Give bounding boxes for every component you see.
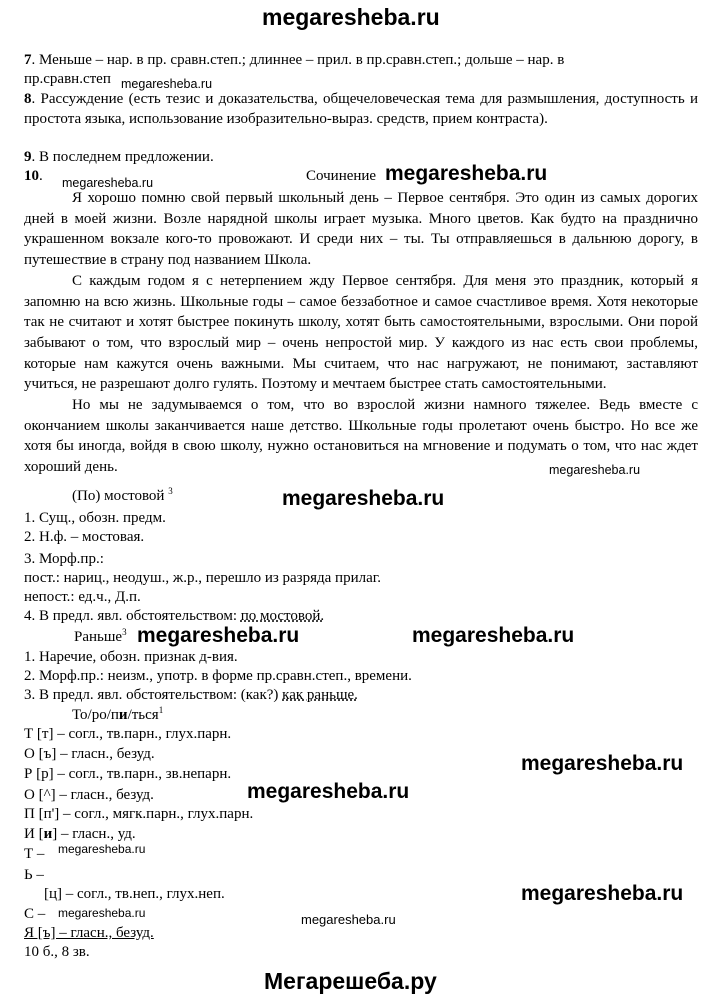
- morph-1-line-5: непост.: ед.ч., Д.п.: [24, 589, 141, 605]
- essay-paragraph-3: Но мы не задумываемся о том, что во взрослой жизни намного тяжелее. Ведь вместе с окончанием школы заканчивается наше детство. Школьные годы пролетают очень быстро. Но все же хотя бы иногда, войдя в свою школу, нужно остановиться на мгновение и подумать о том, что нас ждет хороший день.: [24, 397, 698, 476]
- phonetic-line-11: Я [ъ] – гласн., безуд.: [24, 925, 154, 941]
- phonetic-line-7: Т –: [24, 846, 45, 862]
- watermark-essay: megaresheba.ru: [385, 162, 548, 185]
- morph-1-line-1: 1. Сущ., обозн. предм.: [24, 510, 166, 526]
- phonetic-line-6: И [и] – гласн., уд.: [24, 826, 136, 842]
- phonetic-title: То/ро/пи/ться$^1$: [72, 705, 164, 723]
- morph-2-line-3: 3. В предл. явл. обстоятельством: (как?) как раньше.: [24, 687, 358, 703]
- footer-site-name[interactable]: Мегарешеба.ру: [264, 968, 437, 994]
- morph-1-line-2: 2. Н.ф. – мостовая.: [24, 529, 145, 545]
- answer-9: [24, 148, 214, 167]
- watermark-2: megaresheba.ru: [62, 176, 154, 190]
- watermark-10: megaresheba.ru: [521, 882, 684, 905]
- morph-1-line-6: 4. В предл. явл. обстоятельством: по мостовой.: [24, 608, 325, 624]
- morph-1-line-3: 3. Морф.пр.:: [24, 551, 104, 567]
- answer-7-number: 7: [24, 52, 32, 68]
- phonetic-line-8: Ь –: [24, 867, 44, 883]
- morph-1-title: (По) мостовой $^3$: [72, 486, 173, 504]
- answer-8-text: . Рассуждение (есть тезис и доказательства, общечеловеческая тема для размышления, доступность и простота языка, использование изобразительно-выраз. средств, прием контраста).: [24, 91, 698, 127]
- essay-paragraph-1: Я хорошо помню свой первый школьный день – Первое сентября. Это один из самых дорогих дней в моей жизни. Возле нарядной школы играет музыка. Много цветов. Как будто на празднично украшенном вокзале кого-то провожают. И среди них – ты. Ты отправляешься в дальнюю дорогу, в путешествие в страну под названием Школа.: [24, 190, 698, 269]
- answer-7: [24, 51, 564, 70]
- phonetic-line-3: Р [р] – согл., тв.парн., зв.непарн.: [24, 766, 232, 782]
- phonetic-line-4: О [^] – гласн., безуд.: [24, 787, 154, 803]
- phonetic-summary: 10 б., 8 зв.: [24, 944, 90, 960]
- watermark-7: megaresheba.ru: [521, 752, 684, 775]
- watermark-3: megaresheba.ru: [549, 463, 641, 477]
- phonetic-line-1: Т [т] – согл., тв.парн., глух.парн.: [24, 726, 232, 742]
- answer-9-number: 9: [24, 149, 32, 165]
- morph-1-line-4: пост.: нариц., неодуш., ж.р., перешло из разряда прилаг.: [24, 570, 381, 586]
- answer-7-text: . Меньше – нар. в пр. сравн.степ.; длиннее – прил. в пр.сравн.степ.; дольше – нар. в: [31, 52, 565, 68]
- answer-10: 10.: [24, 168, 43, 184]
- morph-2-line-1: 1. Наречие, обозн. признак д-вия.: [24, 649, 238, 665]
- watermark-11: megaresheba.ru: [58, 906, 146, 920]
- phonetic-line-2: О [ъ] – гласн., безуд.: [24, 746, 155, 762]
- watermark-6: megaresheba.ru: [412, 624, 575, 647]
- watermark-1: megaresheba.ru: [121, 77, 213, 91]
- header-site-name[interactable]: megaresheba.ru: [262, 4, 440, 30]
- answer-10-number: 10: [24, 168, 39, 184]
- answer-8: [24, 89, 698, 129]
- answer-9-text: . В последнем предложении.: [31, 149, 214, 165]
- morph-2-title: Раньше$^3$: [74, 627, 127, 645]
- answer-7-cont: пр.сравн.степ: [24, 71, 111, 87]
- watermark-4: megaresheba.ru: [282, 487, 445, 510]
- answer-8-number: 8: [24, 91, 32, 107]
- watermark-9: megaresheba.ru: [58, 842, 146, 856]
- phonetic-line-9: [ц] – согл., тв.неп., глух.неп.: [44, 886, 225, 902]
- morph-2-line-2: 2. Морф.пр.: неизм., употр. в форме пр.сравн.степ., времени.: [24, 668, 412, 684]
- watermark-12: megaresheba.ru: [301, 912, 396, 927]
- watermark-8: megaresheba.ru: [247, 780, 410, 803]
- essay-body: [24, 188, 698, 478]
- essay-paragraph-2: С каждым годом я с нетерпением жду Первое сентября. Для меня это праздник, который я запомню на всю жизнь. Школьные годы – самое беззаботное и самое счастливое время. Хотя некоторые так не считают и хотят быстрее покинуть школу, хотят быть самостоятельными, взрослыми. Они порой забывают о том, что взрослый мир – очень непростой мир. У каждого из нас есть свои проблемы, которые нам кажутся очень важными. Мы считаем, что нас нагружают, не понимают, заставляют учиться, не разрешают долго гулять. Поэтому и мечтаем быстрее стать самостоятельными.: [24, 272, 698, 393]
- phonetic-line-5: П [п'] – согл., мягк.парн., глух.парн.: [24, 806, 254, 822]
- watermark-5: megaresheba.ru: [137, 624, 300, 647]
- essay-title: Сочинение: [306, 168, 377, 184]
- phonetic-line-10: С –: [24, 906, 46, 922]
